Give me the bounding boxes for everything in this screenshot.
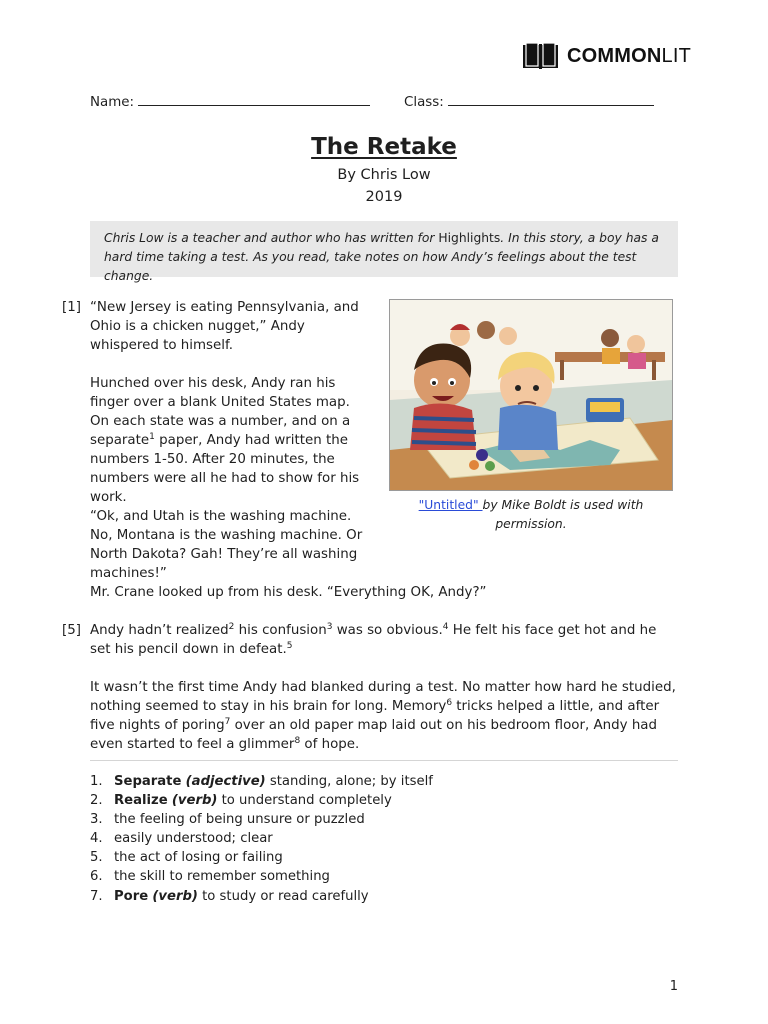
definition-text: the act of losing or failing xyxy=(114,850,283,866)
footnotes-list xyxy=(90,772,433,906)
footnote-definition xyxy=(114,887,369,906)
name-label: Name: xyxy=(90,95,135,110)
definition-text: the skill to remember something xyxy=(114,869,330,885)
paragraph-6: It wasn’t the first time Andy had blanked during a test. No matter how hard he studied, nothing seemed to stay in his brain for long. Memory$^6$ tricks helped a little, and after five nights of poring$^7$ over an old paper map laid out on his bedroom floor, Andy had even started to feel a glimmer$^8$ of hope. xyxy=(90,680,676,752)
page-number: 1 xyxy=(669,979,678,994)
story-title: The Retake xyxy=(311,134,457,160)
footnote-item xyxy=(90,772,433,791)
paragraph-4: Mr. Crane looked up from his desk. “Everything OK, Andy?” xyxy=(90,585,487,600)
definition-text: easily understood; clear xyxy=(114,831,273,847)
book-icon xyxy=(522,41,559,71)
paragraph-3: “Ok, and Utah is the washing machine. No, Montana is the washing machine. Or North Dakota? Gah! They’re all washing machines!” xyxy=(90,509,363,581)
footnote-definition xyxy=(114,848,283,867)
part-of-speech: (verb) xyxy=(152,888,198,904)
definition-text: to study or read carefully xyxy=(197,888,369,904)
intro-text-cont: . In this story, a boy has a hard time taking a test. As you read, take notes on how Andy’s feelings about the test change. xyxy=(104,231,659,283)
footnote-number: 6. xyxy=(90,869,103,885)
footnote-definition xyxy=(114,772,433,791)
caption-text: by Mike Boldt is used with permission. xyxy=(482,498,644,531)
footnote-item xyxy=(90,848,433,867)
footnote-number: 2. xyxy=(90,793,103,809)
image-title-link[interactable]: "Untitled" xyxy=(418,498,483,512)
footnote-definition xyxy=(114,791,392,810)
footnote-number: 4. xyxy=(90,831,103,847)
footnote-ref[interactable]: 4 xyxy=(442,622,449,632)
footnote-item xyxy=(90,791,433,810)
footnote-item xyxy=(90,887,433,906)
part-of-speech: (verb) xyxy=(171,793,218,809)
footnote-divider xyxy=(90,760,678,761)
footnote-item xyxy=(90,867,433,886)
footnote-ref[interactable]: 3 xyxy=(326,622,333,632)
brand-name: COMMONLIT xyxy=(567,45,692,67)
footnote-ref[interactable]: 5 xyxy=(286,641,293,651)
intro-text: Chris Low is a teacher and author who has written for xyxy=(104,231,439,245)
paragraph-1: “New Jersey is eating Pennsylvania, and Ohio is a chicken nugget,” Andy whispered to himself. xyxy=(90,300,359,353)
footnote-number: 7. xyxy=(90,888,103,904)
footnote-ref[interactable]: 2 xyxy=(228,622,235,632)
footnote-definition xyxy=(114,867,330,886)
paragraph-2: Hunched over his desk, Andy ran his finger over a blank United States map. On each state was a number, and on a separate$^1$ paper, Andy had written the numbers 1-50. After 20 minutes, the numbers were all he had to show for his work. xyxy=(90,376,360,505)
footnote-definition xyxy=(114,829,273,848)
class-line[interactable] xyxy=(448,90,654,106)
story-illustration xyxy=(389,299,673,491)
footnote-ref[interactable]: 1 xyxy=(149,432,155,442)
name-class-row xyxy=(90,90,670,112)
footnote-ref[interactable]: 6 xyxy=(446,698,453,708)
footnote-number: 3. xyxy=(90,812,103,828)
footnote-term: Realize xyxy=(114,793,168,809)
footnote-term: Separate xyxy=(114,774,182,789)
magazine-name: Highlights xyxy=(438,231,501,245)
name-line[interactable] xyxy=(138,90,370,106)
definition-text: to understand completely xyxy=(217,793,392,809)
intro-box xyxy=(90,221,678,283)
publication-year: 2019 xyxy=(365,189,403,205)
footnote-item xyxy=(90,829,433,848)
class-label: Class: xyxy=(404,95,444,110)
part-of-speech: (adjective) xyxy=(185,774,266,789)
definition-text: standing, alone; by itself xyxy=(265,774,433,789)
paragraph-number: [1] xyxy=(62,300,81,315)
footnote-number: 1. xyxy=(90,774,103,789)
commonlit-logo xyxy=(522,41,691,71)
footnote-term: Pore xyxy=(114,888,149,904)
paragraph-5: Andy hadn’t realized$^2$ his confusion$^3$ was so obvious.$^4$ He felt his face get hot and he set his pencil down in defeat.$^5$ xyxy=(90,622,657,657)
footnote-ref[interactable]: 7 xyxy=(224,717,231,727)
image-caption xyxy=(390,496,672,534)
footnote-definition xyxy=(114,810,365,829)
footnote-item xyxy=(90,810,433,829)
paragraph-number: [5] xyxy=(62,623,81,638)
author-byline: By Chris Low xyxy=(337,167,431,183)
footnote-number: 5. xyxy=(90,850,103,866)
classroom-illustration xyxy=(390,300,672,490)
footnote-ref[interactable]: 8 xyxy=(294,736,301,746)
definition-text: the feeling of being unsure or puzzled xyxy=(114,812,365,828)
